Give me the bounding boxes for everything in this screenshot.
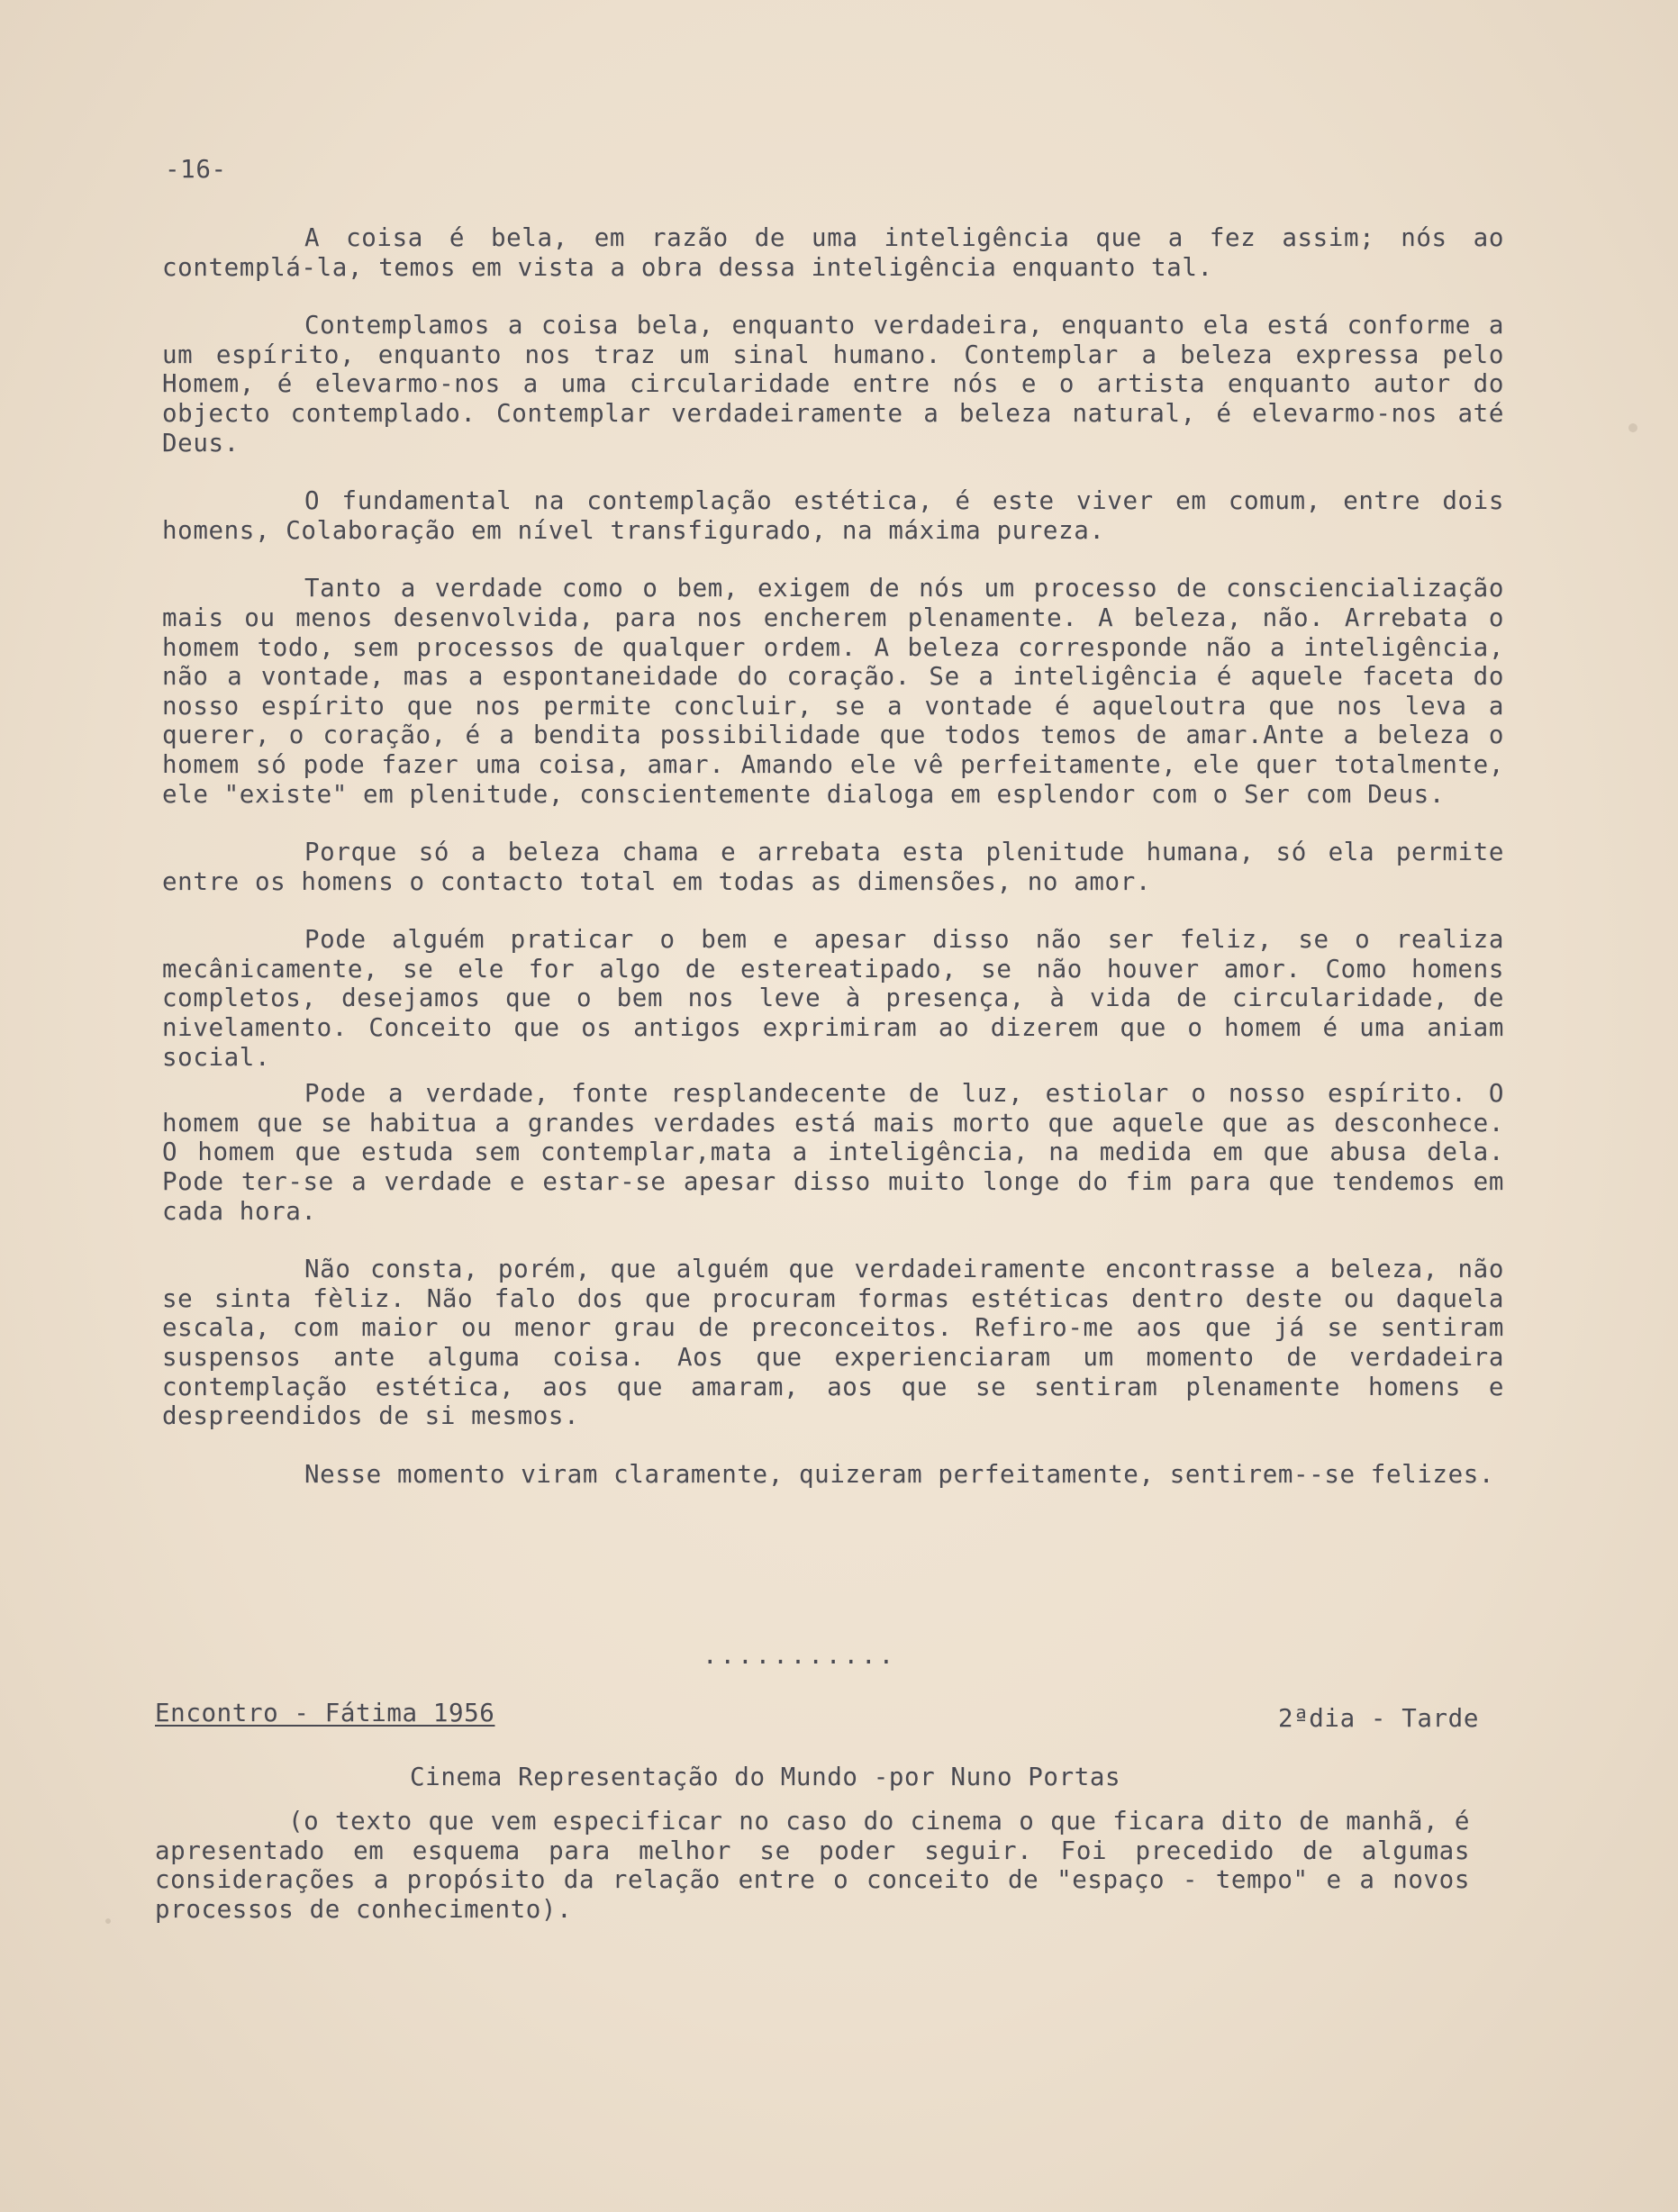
section-heading bbox=[155, 1699, 1479, 1735]
paragraph-3: O fundamental na contemplação estética, é este viver em comum, entre dois homens, Colaboração em nível transfigurado, na máxima pureza. bbox=[162, 486, 1504, 545]
paragraph-7: Pode a verdade, fonte resplandecente de luz, estiolar o nosso espírito. O homem que se habitua a grandes verdades está mais morto que aquele que as desconhece. O homem que estuda sem contemplar,mata a inteligência, na medida em que abusa dela. Pode ter-se a verdade e estar-se apesar disso muito longe do fim para que tendemos em cada hora. bbox=[162, 1079, 1504, 1226]
lecture-subtitle: Cinema Representação do Mundo -por Nuno Portas bbox=[410, 1763, 1121, 1791]
body-text bbox=[162, 223, 1504, 1518]
paragraph-4: Tanto a verdade como o bem, exigem de nós um processo de consciencialização mais ou menos desenvolvida, para nos encherem plenamente. A beleza, não. Arrebata o homem todo, sem processos de qualquer ordem. A beleza corresponde não a inteligência, não a vontade, mas a espontaneidade do coração. Se a inteligência é aquele faceta do nosso espírito que nos permite concluir, se a vontade é aqueloutra que nos leva a querer, o coração, é a bendita possibilidade que todos temos de amar.Ante a beleza o homem só pode fazer uma coisa, amar. Amando ele vê perfeitamente, ele quer totalmente, ele "existe" em plenitude, conscientemente dialoga em esplendor com o Ser com Deus. bbox=[162, 574, 1504, 809]
paragraph-5: Porque só a beleza chama e arrebata esta plenitude humana, só ela permite entre os homens o contacto total em todas as dimensões, no amor. bbox=[162, 838, 1504, 896]
paper-speck-mark bbox=[105, 1918, 111, 1924]
section-heading-title: Encontro - Fátima 1956 bbox=[155, 1699, 495, 1727]
paragraph-8: Não consta, porém, que alguém que verdadeiramente encontrasse a beleza, não se sinta fèliz. Não falo dos que procuram formas estéticas dentro deste ou daquela escala, com maior ou menor grau de preconceitos. Refiro-me aos que já se sentiram suspensos ante alguma coisa. Aos que experienciaram um momento de verdadeira contemplação estética, aos que amaram, aos que se sentiram plenamente homens e despreendidos de si mesmos. bbox=[162, 1255, 1504, 1431]
section-separator: ........... bbox=[703, 1641, 897, 1670]
introductory-note: (o texto que vem especificar no caso do cinema o que ficara dito de manhã, é apresentado em esquema para melhor se poder seguir. Foi precedido de algumas considerações a propósito da relação entre o conceito de "espaço - tempo" e a novos processos de conhecimento). bbox=[155, 1807, 1470, 1924]
paragraph-9: Nesse momento viram claramente, quizeram perfeitamente, sentirem--se felizes. bbox=[304, 1459, 1495, 1489]
section-heading-session: 2ªdia - Tarde bbox=[1277, 1704, 1479, 1733]
paper-speck-mark bbox=[1628, 423, 1637, 432]
paragraph-6: Pode alguém praticar o bem e apesar disso não ser feliz, se o realiza mecânicamente, se ele for algo de estereatipado, se não houver amor. Como homens completos, desejamos que o bem nos leve à presença, à vida de circularidade, de nivelamento. Conceito que os antigos exprimiram ao dizerem que o homem é uma aniam social. bbox=[162, 925, 1504, 1072]
paragraph-2: Contemplamos a coisa bela, enquanto verdadeira, enquanto ela está conforme a um espírito, enquanto nos traz um sinal humano. Contemplar a beleza expressa pelo Homem, é elevarmo-nos a uma circularidade entre nós e o artista enquanto autor do objecto contemplado. Contemplar verdadeiramente a beleza natural, é elevarmo-nos até Deus. bbox=[162, 311, 1504, 458]
page-number: -16- bbox=[165, 155, 227, 184]
paragraph-1: A coisa é bela, em razão de uma inteligência que a fez assim; nós ao contemplá-la, temos em vista a obra dessa inteligência enquanto tal. bbox=[162, 223, 1504, 282]
